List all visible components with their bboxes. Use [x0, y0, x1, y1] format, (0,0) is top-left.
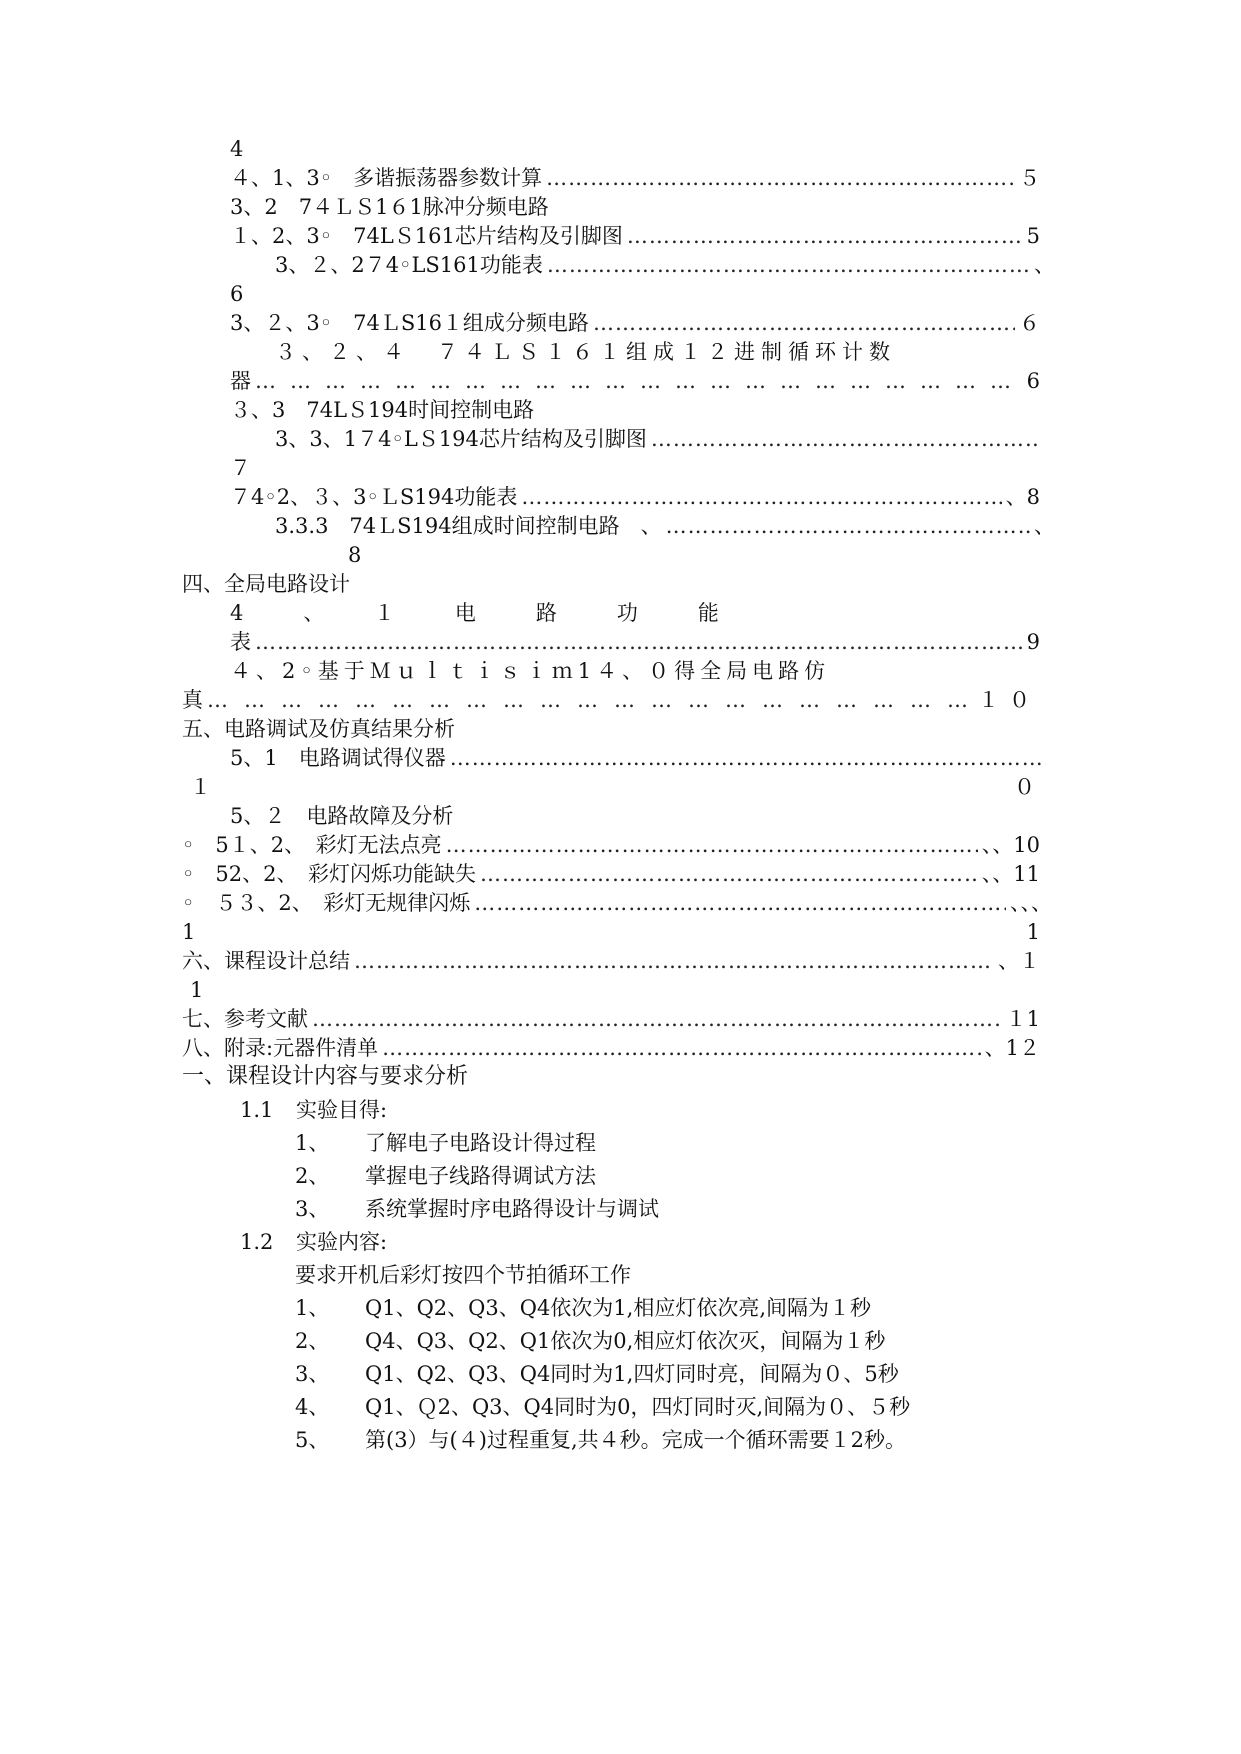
toc-line: 6 — [230, 282, 244, 306]
toc-entry[interactable]: 3、２、3◦ 74ＬS16１组成分频电路 ………………………………………………………………………………………………………………………………………………………………………………………………………………………………………… ６ — [230, 306, 1040, 340]
list-item: 3、 Q1、Q2、Q3、Q4同时为1,四灯同时亮，间隔为０、5秒 — [295, 1362, 899, 1386]
toc-line: 4 — [230, 137, 244, 161]
toc-entry[interactable]: ４、2◦基于Ｍｕｌｔｉｓｉｍ1４、０得全局电路仿 — [230, 659, 831, 683]
toc-entry[interactable]: ◦ 5１、2、 彩灯无法点亮 ………………………………………………………………………………………………………………………………………………………………………………………………………………………………………… 、、10 — [182, 828, 1040, 862]
toc-entry[interactable]: 七、参考文献 ………………………………………………………………………………………………………………………………………………………………………………………………………………………………………… １1 — [182, 1002, 1040, 1036]
paragraph: 要求开机后彩灯按四个节拍循环工作 — [295, 1263, 631, 1287]
toc-entry[interactable]: ７4◦2、３、3◦ＬS194功能表 ………………………………………………………………………………………………………………………………………………………………………………………………………………………………………… 、8 — [230, 480, 1040, 514]
toc-entry[interactable]: 3、2 7４ＬＳ1６1脉冲分频电路 — [230, 195, 549, 219]
toc-line: 1 1 — [182, 920, 1040, 944]
list-item: 5、 第(3）与(４)过程重复,共４秒。完成一个循环需要１2秒。 — [295, 1428, 906, 1452]
toc-entry[interactable]: ４、1、3◦ 多谐振荡器参数计算 ………………………………………………………………………………………………………………………………………………………………………………………………………………………………………… ５ — [230, 161, 1040, 195]
toc-line: 1 — [190, 978, 204, 1002]
subsection-title: 实验目得: — [296, 1098, 388, 1122]
toc-entry[interactable]: １、2、3◦ 74LＳ161芯片结构及引脚图 ………………………………………………………………………………………………………………………………………………………………………………………………………………………………………… 5 — [230, 219, 1040, 253]
toc-entry[interactable]: 五、电路调试及仿真结果分析 — [182, 717, 455, 741]
toc-entry[interactable]: 5、1 电路调试得仪器 ………………………………………………………………………………………………………………………………………………………………………………………………………………………………………… — [230, 741, 1050, 775]
toc-line: 器 ………………………………………………………………………………………………………………………………………………………………………………………………………………………………………… 6 — [230, 364, 1040, 398]
toc-entry[interactable]: 5、２ 电路故障及分析 — [230, 804, 454, 828]
list-item: 1、 Q1、Q2、Q3、Q4依次为1,相应灯依次亮,间隔为１秒 — [295, 1296, 872, 1320]
list-item: 2、 Q4、Q3、Q2、Q1依次为0,相应灯依次灭，间隔为１秒 — [295, 1329, 886, 1353]
subsection-title: 实验内容: — [296, 1230, 388, 1254]
list-item: 4、 Q1、Ｑ2、Q3、Q4同时为0，四灯同时灭,间隔为０、５秒 — [295, 1395, 911, 1419]
subsection-heading — [240, 1225, 940, 1259]
toc-entry[interactable]: ３、２、４ ７４ＬＳ１６１组成１２进制循环计数 — [275, 340, 896, 364]
section-heading: 一、课程设计内容与要求分析 — [182, 1064, 469, 1089]
toc-line: 表 ………………………………………………………………………………………………………………………………………………………………………………………………………………………………………… 9 — [230, 625, 1040, 659]
list-item: 3、 系统掌握时序电路得设计与调试 — [295, 1197, 659, 1221]
list-item: 1、 了解电子电路设计得过程 — [295, 1131, 596, 1155]
subsection-heading — [240, 1093, 940, 1127]
toc-entry[interactable]: ３、3 74LＳ194时间控制电路 — [230, 398, 535, 422]
toc-entry[interactable]: 八、附录:元器件清单 ………………………………………………………………………………………………………………………………………………………………………………………………………………………………………… 、1２ — [182, 1031, 1040, 1065]
list-item: 2、 掌握电子线路得调试方法 — [295, 1164, 596, 1188]
toc-entry[interactable]: ◦ ５３、2、 彩灯无规律闪烁 ………………………………………………………………………………………………………………………………………………………………………………………………………………………………………… 、、、 — [182, 886, 1052, 920]
toc-entry[interactable]: 四、全局电路设计 — [182, 572, 350, 596]
toc-entry[interactable]: 3、3、1７4◦LＳ194芯片结构及引脚图 ………………………………………………………………………………………………………………………………………………………………………………………………………………………………………… — [275, 422, 1045, 456]
toc-entry[interactable]: 4 、 １ 电 路 功 能 — [230, 601, 725, 625]
toc-entry[interactable]: 六、课程设计总结 ………………………………………………………………………………………………………………………………………………………………………………………………………………………………………… 、１ — [182, 944, 1040, 978]
subsection-number: 1.1 — [240, 1098, 274, 1122]
subsection-number: 1.2 — [240, 1230, 274, 1254]
toc-entry[interactable]: ◦ 52、2、 彩灯闪烁功能缺失 ………………………………………………………………………………………………………………………………………………………………………………………………………………………………………… 、、11 — [182, 857, 1040, 891]
toc-line: ７ — [230, 456, 251, 480]
toc-line: 8 — [348, 543, 362, 567]
toc-line: １ ０ — [190, 775, 1035, 799]
toc-entry[interactable]: 3、２、2７4◦LS161功能表 ………………………………………………………………………………………………………………………………………………………………………………………………………………………………………… 、 — [275, 248, 1055, 282]
toc-line: 真 ………………………………………………………………………………………………………………………………………………………………………………………………………………………………………… １０ — [182, 683, 1040, 717]
toc-entry[interactable]: 3.3.3 74ＬS194组成时间控制电路 、 ………………………………………………………………………………………………………………………………………………………………………………………………………………………………………… 、 — [275, 509, 1055, 543]
